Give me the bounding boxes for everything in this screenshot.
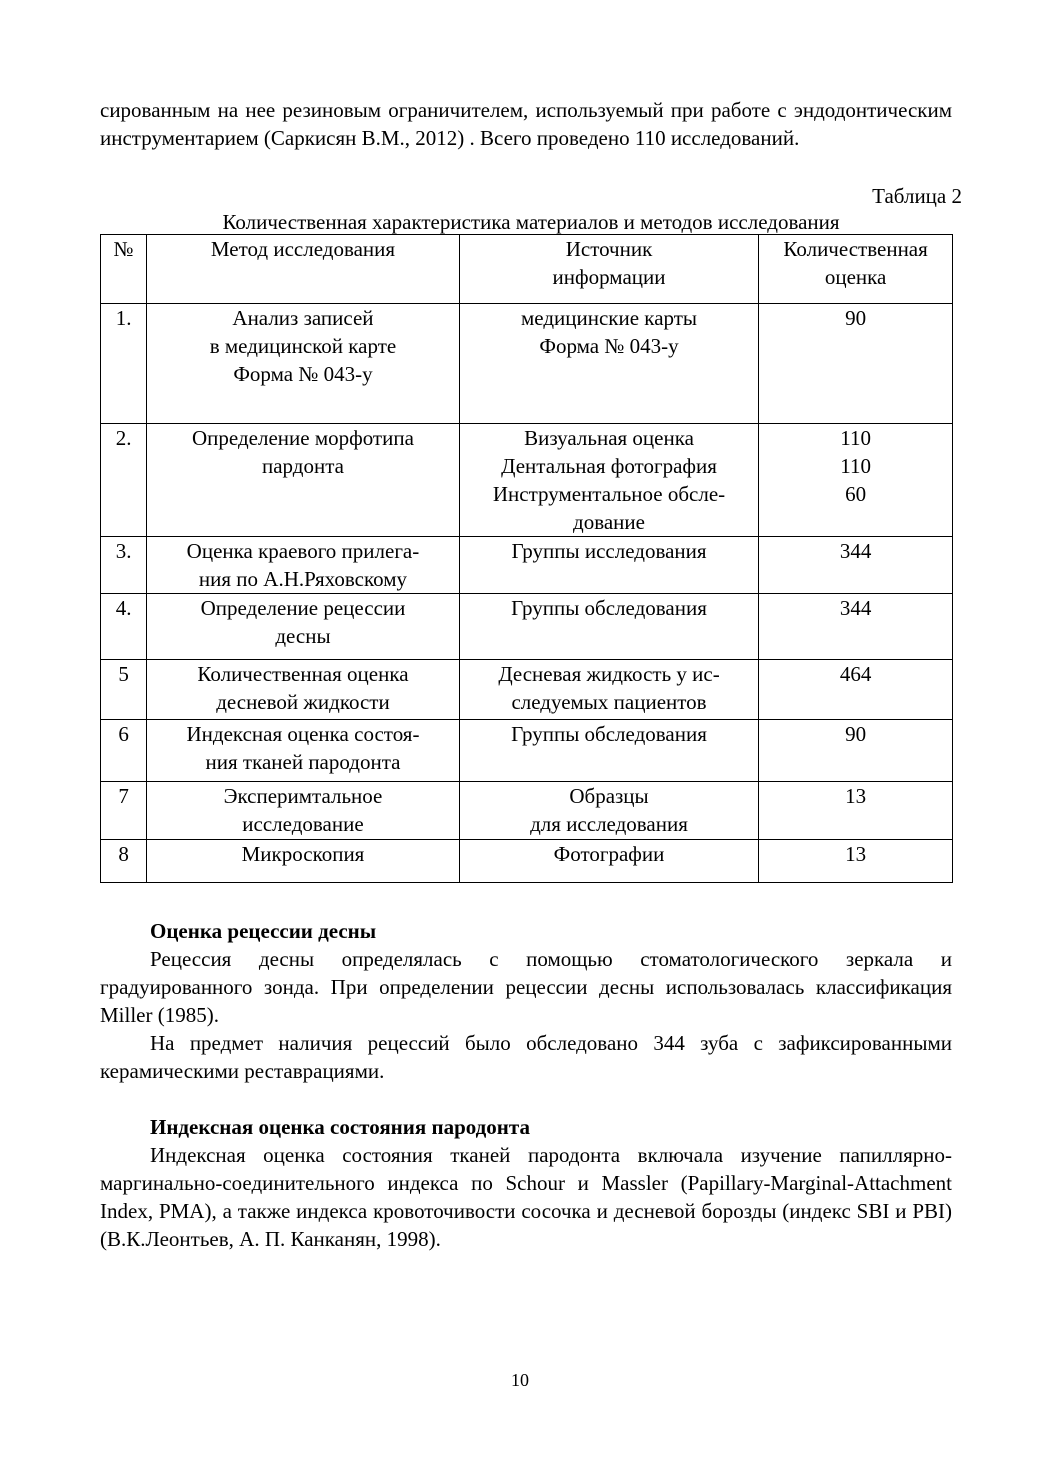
row-num: 5 <box>101 660 147 720</box>
row-count: 464 <box>759 660 953 720</box>
row-count: 344 <box>759 594 953 660</box>
row-num: 4. <box>101 594 147 660</box>
row-method: Эксперимтальное исследование <box>147 782 460 840</box>
row-num: 1. <box>101 304 147 424</box>
header-count: Количественная оценка <box>759 235 953 304</box>
table-row <box>101 782 953 840</box>
section-paragraph: На предмет наличия рецессий было обследовано 344 зуба с зафиксированными керамическими реставрациями. <box>100 1031 952 1083</box>
table-caption: Количественная характеристика материалов и методов исследования <box>222 210 840 234</box>
section-heading: Индексная оценка состояния пародонта <box>150 1115 530 1139</box>
row-num: 7 <box>101 782 147 840</box>
table-row <box>101 424 953 537</box>
row-count: 13 <box>759 840 953 883</box>
row-count: 344 <box>759 537 953 594</box>
row-count: 90 <box>759 720 953 782</box>
section-recession <box>100 917 952 1085</box>
row-method: Анализ записей в медицинской карте Форма № 043-у <box>147 304 460 424</box>
row-source: Группы исследования <box>459 537 758 594</box>
table-header-row <box>101 235 953 304</box>
section-heading: Оценка рецессии десны <box>150 919 377 943</box>
row-method: Количественная оценка десневой жидкости <box>147 660 460 720</box>
row-method: Оценка краевого прилега- ния по А.Н.Ряховскому <box>147 537 460 594</box>
table-row <box>101 537 953 594</box>
section-paragraph: Индексная оценка состояния тканей пародонта включала изучение папиллярно-маргинально-соединительного индекса по Schour и Massler (Papillary-Marginal-Attachment Index, PMA), а также индекса кровоточивости сосочка и десневой борозды (индекс SBI и PBI) (В.К.Леонтьев, А. П. Канканян, 1998). <box>100 1143 952 1251</box>
row-num: 8 <box>101 840 147 883</box>
row-source: Визуальная оценка Дентальная фотография Инструментальное обсле- дование <box>459 424 758 537</box>
document-page <box>100 96 962 1253</box>
row-source: Фотографии <box>459 840 758 883</box>
row-count: 110 110 60 <box>759 424 953 537</box>
section-index <box>100 1113 952 1253</box>
methods-table <box>100 234 953 883</box>
row-source: Группы обследования <box>459 594 758 660</box>
row-method: Микроскопия <box>147 840 460 883</box>
row-method: Определение морфотипа пардонта <box>147 424 460 537</box>
page-number: 10 <box>511 1370 529 1390</box>
row-num: 3. <box>101 537 147 594</box>
table-row <box>101 720 953 782</box>
intro-paragraph: сированным на нее резиновым ограничителем, используемый при работе с эндодонтическим инструментарием (Саркисян В.М., 2012) . Всего проведено 110 исследований. <box>100 98 952 150</box>
header-source: Источник информации <box>459 235 758 304</box>
header-num: № <box>101 235 147 304</box>
table-row <box>101 660 953 720</box>
row-method: Определение рецессии десны <box>147 594 460 660</box>
row-count: 90 <box>759 304 953 424</box>
row-source: медицинские карты Форма № 043-у <box>459 304 758 424</box>
row-source: Образцы для исследования <box>459 782 758 840</box>
row-source: Десневая жидкость у ис- следуемых пациентов <box>459 660 758 720</box>
row-source: Группы обследования <box>459 720 758 782</box>
row-count: 13 <box>759 782 953 840</box>
header-method: Метод исследования <box>147 235 460 304</box>
row-num: 2. <box>101 424 147 537</box>
section-paragraph: Рецессия десны определялась с помощью стоматологического зеркала и градуированного зонда. При определении рецессии десны использовалась классификация Miller (1985). <box>100 947 952 1027</box>
table-row <box>101 594 953 660</box>
row-num: 6 <box>101 720 147 782</box>
table-number: Таблица 2 <box>872 184 962 208</box>
row-method: Индексная оценка состоя- ния тканей пародонта <box>147 720 460 782</box>
table-row <box>101 304 953 424</box>
table-row <box>101 840 953 883</box>
